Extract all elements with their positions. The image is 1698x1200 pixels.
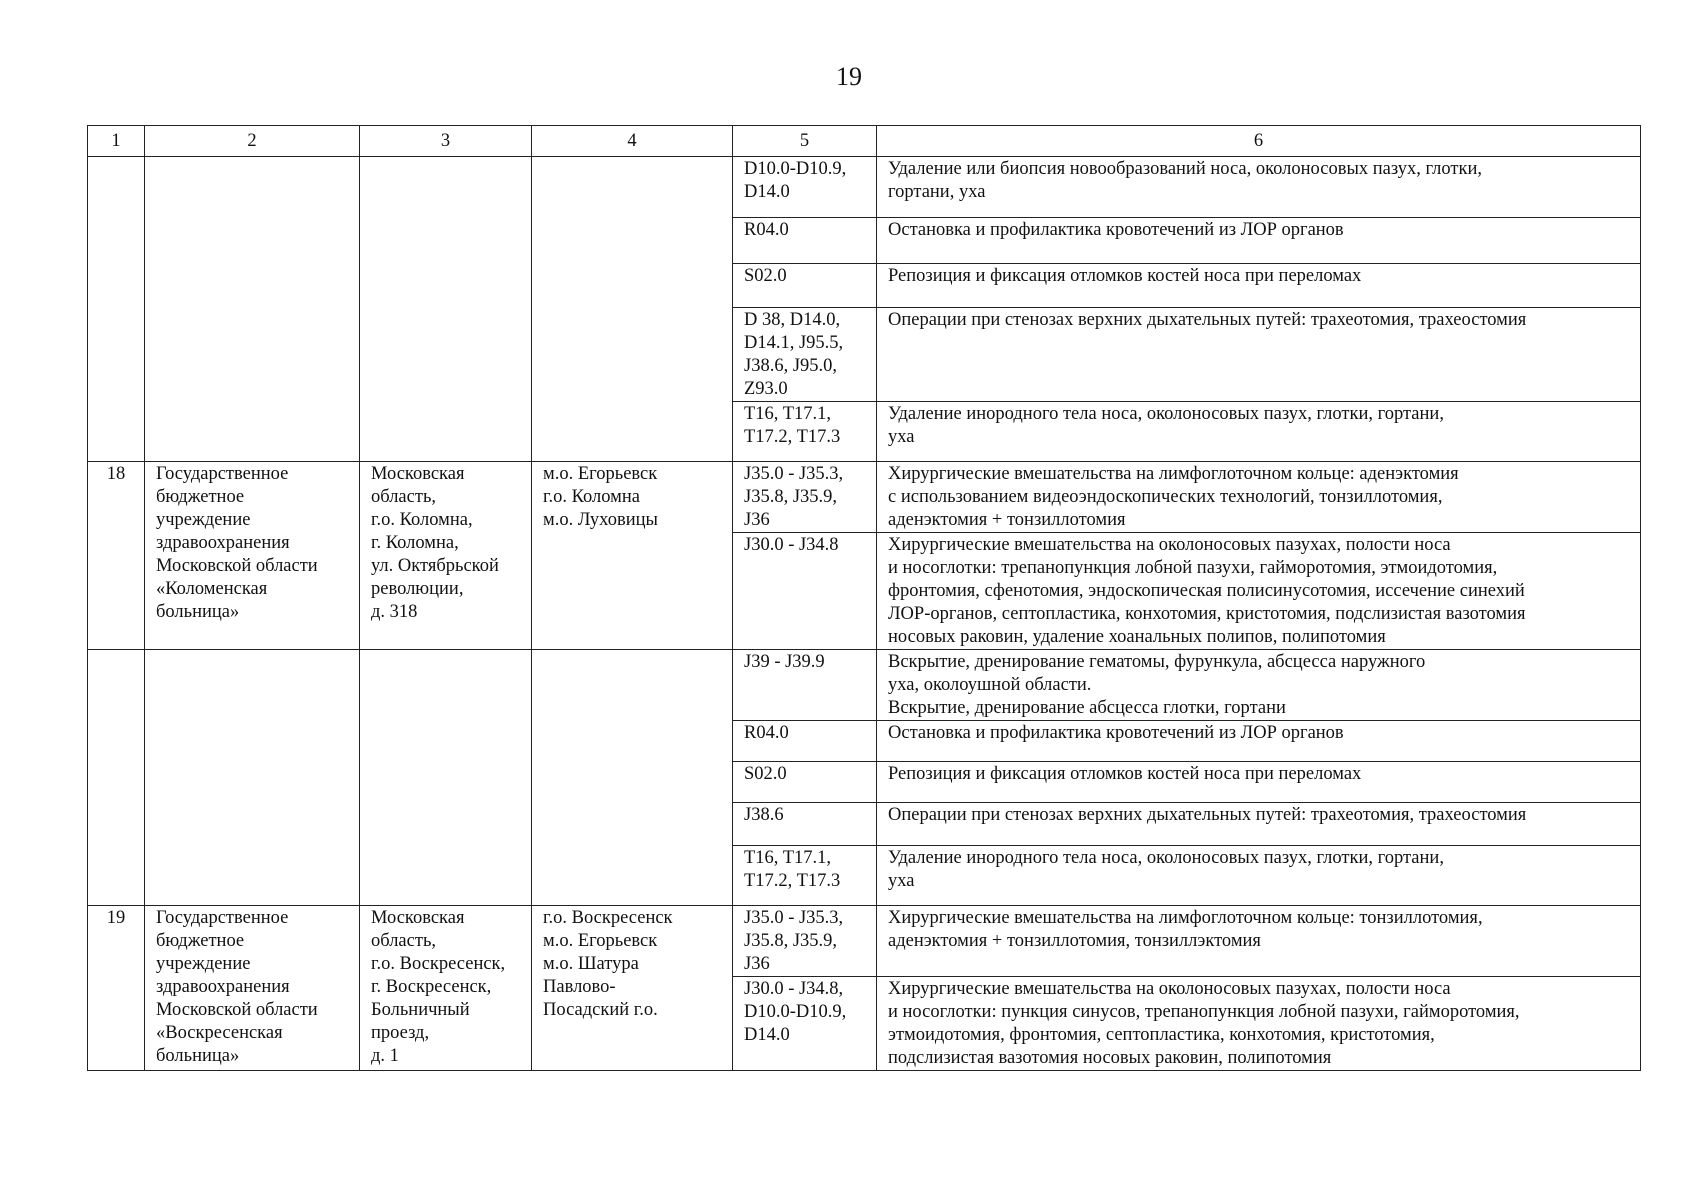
icd-code-cell: R04.0 (733, 721, 877, 762)
column-header-3: 3 (360, 126, 532, 157)
column-header-1: 1 (88, 126, 145, 157)
procedure-cell: Операции при стенозах верхних дыхательных путей: трахеотомия, трахеостомия (877, 803, 1641, 846)
icd-code-cell: D 38, D14.0, D14.1, J95.5, J38.6, J95.0, Z93.0 (733, 308, 877, 402)
procedure-cell: Хирургические вмешательства на околоносовых пазухах, полости носа и носоглотки: трепанопункция лобной пазухи, гайморотомия, этмоидотомия, фронтомия, сфенотомия, эндоскопическая полисинусотомия, иссечение синехий ЛОР-органов, септопластика, конхотомия, кристотомия, подслизистая вазотомия носовых раковин, удаление хоанальных полипов, полипотомия (877, 533, 1641, 650)
territories-cell: м.о. Егорьевск г.о. Коломна м.о. Луховицы (532, 462, 733, 650)
procedure-cell: Вскрытие, дренирование гематомы, фурункула, абсцесса наружного уха, околоушной области. Вскрытие, дренирование абсцесса глотки, гортани (877, 650, 1641, 721)
procedure-cell: Удаление или биопсия новообразований носа, околоносовых пазух, глотки, гортани, уха (877, 157, 1641, 218)
icd-code-cell: J30.0 - J34.8, D10.0-D10.9, D14.0 (733, 977, 877, 1071)
procedure-cell: Остановка и профилактика кровотечений из ЛОР органов (877, 721, 1641, 762)
procedure-cell: Репозиция и фиксация отломков костей носа при переломах (877, 264, 1641, 308)
icd-code-cell: J39 - J39.9 (733, 650, 877, 721)
icd-code-cell: R04.0 (733, 218, 877, 264)
icd-code-cell: D10.0-D10.9, D14.0 (733, 157, 877, 218)
territories-cell (532, 157, 733, 462)
column-header-2: 2 (145, 126, 360, 157)
column-header-6: 6 (877, 126, 1641, 157)
procedure-cell: Хирургические вмешательства на лимфоглоточном кольце: аденэктомия с использованием видеоэндоскопических технологий, тонзиллотомия, аденэктомия + тонзиллотомия (877, 462, 1641, 533)
address-cell (360, 157, 532, 462)
icd-code-cell: J38.6 (733, 803, 877, 846)
procedure-cell: Удаление инородного тела носа, околоносовых пазух, глотки, гортани, уха (877, 402, 1641, 462)
hospital-procedures-table (87, 125, 1641, 1071)
icd-code-cell: T16, T17.1, T17.2, T17.3 (733, 846, 877, 906)
table-row (88, 157, 1641, 218)
icd-code-cell: J35.0 - J35.3, J35.8, J35.9, J36 (733, 462, 877, 533)
procedure-cell: Репозиция и фиксация отломков костей носа при переломах (877, 762, 1641, 803)
icd-code-cell: S02.0 (733, 762, 877, 803)
column-header-4: 4 (532, 126, 733, 157)
address-cell: Московская область, г.о. Воскресенск, г. Воскресенск, Больничный проезд, д. 1 (360, 906, 532, 1071)
icd-code-cell: S02.0 (733, 264, 877, 308)
table-row (88, 462, 1641, 533)
institution-cell (145, 650, 360, 906)
address-cell (360, 650, 532, 906)
table-row (88, 650, 1641, 721)
procedure-cell: Хирургические вмешательства на лимфоглоточном кольце: тонзиллотомия, аденэктомия + тонзиллотомия, тонзиллэктомия (877, 906, 1641, 977)
procedure-cell: Хирургические вмешательства на околоносовых пазухах, полости носа и носоглотки: пункция синусов, трепанопункция лобной пазухи, гайморотомия, этмоидотомия, фронтомия, септопластика, конхотомия, кристотомия, подслизистая вазотомия носовых раковин, полипотомия (877, 977, 1641, 1071)
page-number: 19 (836, 62, 862, 91)
procedure-cell: Остановка и профилактика кровотечений из ЛОР органов (877, 218, 1641, 264)
entry-number-cell: 19 (88, 906, 145, 1071)
entry-number-cell: 18 (88, 462, 145, 650)
column-header-5: 5 (733, 126, 877, 157)
procedure-cell: Удаление инородного тела носа, околоносовых пазух, глотки, гортани, уха (877, 846, 1641, 906)
territories-cell (532, 650, 733, 906)
entry-number-cell (88, 157, 145, 462)
entry-number-cell (88, 650, 145, 906)
table-row (88, 906, 1641, 977)
icd-code-cell: T16, T17.1, T17.2, T17.3 (733, 402, 877, 462)
column-number-row (88, 126, 1641, 157)
institution-cell: Государственное бюджетное учреждение здравоохранения Московской области «Воскресенская больница» (145, 906, 360, 1071)
address-cell: Московская область, г.о. Коломна, г. Коломна, ул. Октябрьской революции, д. 318 (360, 462, 532, 650)
institution-cell (145, 157, 360, 462)
institution-cell: Государственное бюджетное учреждение здравоохранения Московской области «Коломенская больница» (145, 462, 360, 650)
icd-code-cell: J30.0 - J34.8 (733, 533, 877, 650)
procedure-cell: Операции при стенозах верхних дыхательных путей: трахеотомия, трахеостомия (877, 308, 1641, 402)
territories-cell: г.о. Воскресенск м.о. Егорьевск м.о. Шатура Павлово- Посадский г.о. (532, 906, 733, 1071)
icd-code-cell: J35.0 - J35.3, J35.8, J35.9, J36 (733, 906, 877, 977)
